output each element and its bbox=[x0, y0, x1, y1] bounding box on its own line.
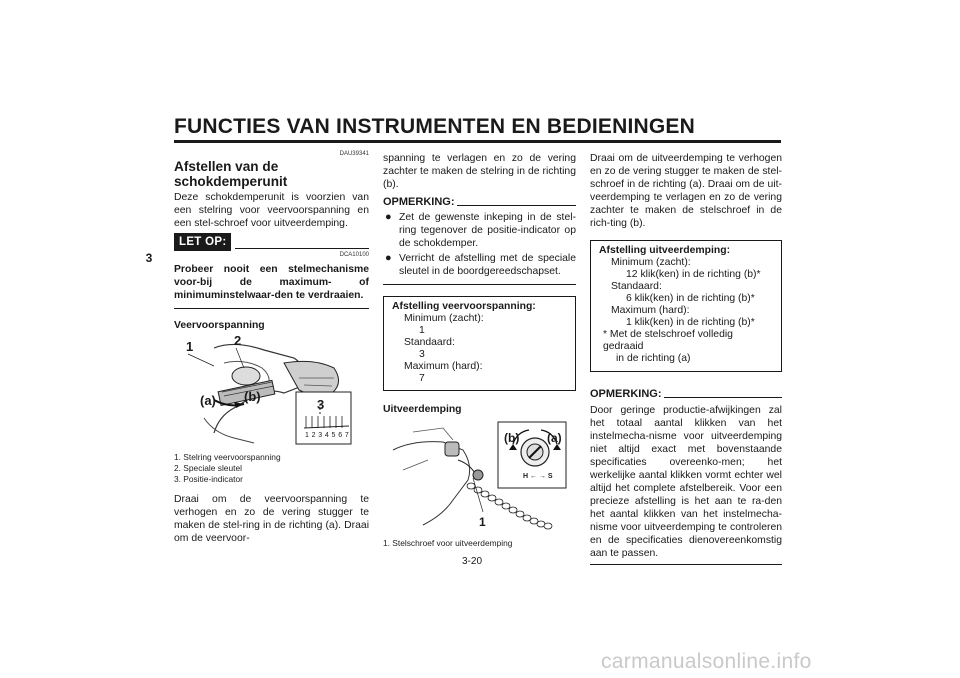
spec-value: 3 bbox=[419, 349, 425, 360]
callout-2: 2 bbox=[234, 333, 242, 348]
rebound-spec-box bbox=[590, 240, 782, 372]
direction-a-label: (a) bbox=[547, 431, 562, 445]
note-label: OPMERKING: bbox=[383, 196, 455, 208]
note-header bbox=[590, 388, 782, 401]
column-2 bbox=[383, 152, 576, 549]
note-bullet: ● Zet de gewenste inkeping in de stel-ring tegenover de positie-indicator op de schokdemper. bbox=[385, 211, 576, 249]
caution-rule bbox=[235, 248, 369, 249]
spec-label: Maximum (hard): bbox=[611, 305, 690, 316]
spec-label: Standaard: bbox=[404, 337, 455, 348]
spec-value: 1 klik(ken) in de richting (b)* bbox=[626, 317, 755, 328]
note-paragraph: Door geringe productie-afwijkingen zal het totaal aantal klikken van het instelmecha-nisme voor uitveerdemping niet altijd exact met bovenstaande specificaties overeenko-men; het werkelijke aantal klikken vormt echter wel altijd het complete afstelbereik. Voor een precieze afstelling is het aan te ra-den het aantal klikken van het instelmecha-nisme voor uitveerdemping te controleren en de specificaties dienovereenkomstig aan te passen. bbox=[590, 405, 782, 559]
note-rule bbox=[664, 397, 783, 398]
intro-paragraph: Deze schokdemperunit is voorzien van een stelring voor veervoorspanning en een stel-schroef voor uitveerdemping. bbox=[174, 192, 369, 229]
rebound-damping-figure bbox=[383, 420, 568, 532]
spec-footnote: * Met de stelschroef volledig gedraaid bbox=[603, 329, 733, 352]
spring-preload-captions bbox=[174, 452, 369, 485]
spec-label: Maximum (hard): bbox=[404, 361, 483, 372]
caption-item: 1. Stelring veervoorspanning bbox=[174, 452, 281, 462]
note-bottom-rule bbox=[590, 564, 782, 565]
rebound-damping-heading: Uitveerdemping bbox=[383, 404, 462, 415]
preload-paragraph: Draai om de veervoorspanning te verhogen en zo de vering stugger te maken de stel-ring in de richting (a). Draai om de veervoor- bbox=[174, 494, 369, 544]
position-scale: 1 2 3 4 5 6 7 bbox=[305, 432, 350, 439]
page-number: 3-20 bbox=[462, 556, 483, 567]
header-rule bbox=[174, 140, 781, 143]
note-header bbox=[383, 196, 576, 209]
caption-item: 2. Speciale sleutel bbox=[174, 463, 242, 473]
spec-value: 1 bbox=[419, 325, 425, 336]
rebound-caption: 1. Stelschroef voor uitveerdemping bbox=[383, 538, 513, 548]
page-title: FUNCTIES VAN INSTRUMENTEN EN BEDIENINGEN bbox=[174, 115, 695, 138]
callout-1: 1 bbox=[186, 339, 194, 354]
direction-a-label: (a) bbox=[200, 393, 216, 408]
spring-preload-figure bbox=[174, 333, 354, 448]
bullet-icon: ● bbox=[385, 252, 392, 264]
spec-box-title: Afstelling uitveerdemping: bbox=[599, 245, 731, 256]
spring-preload-heading: Veervoorspanning bbox=[174, 320, 265, 331]
caution-text: Probeer nooit een stelmechanisme voor-bij de maximum- of minimuminstelwaar-den te verdraaien. bbox=[174, 264, 369, 301]
spec-value: 6 klik(ken) in de richting (b)* bbox=[626, 293, 755, 304]
caution-bottom-rule bbox=[174, 308, 369, 309]
caution-header bbox=[174, 233, 369, 251]
caution-badge: LET OP: bbox=[174, 233, 231, 251]
spec-box-title: Afstelling veervoorspanning: bbox=[392, 301, 536, 312]
callout-3: 3 bbox=[317, 397, 325, 412]
spec-value: 12 klik(ken) in de richting (b)* bbox=[626, 269, 761, 280]
column-1 bbox=[174, 150, 369, 548]
watermark: carmanualsonline.info bbox=[601, 650, 812, 673]
note-label: OPMERKING: bbox=[590, 388, 662, 400]
spec-footnote: in de richting (a) bbox=[616, 353, 691, 364]
chapter-tab: 3 bbox=[145, 251, 153, 265]
section-title: Afstellen van de schokdemperunit bbox=[174, 159, 288, 189]
direction-b-label: (b) bbox=[244, 389, 261, 404]
direction-b-label: (b) bbox=[504, 431, 520, 445]
preload-continued-paragraph: spanning te verlagen en zo de vering zachter te maken de stelring in de richting (b). bbox=[383, 153, 576, 190]
bullet-icon: ● bbox=[385, 211, 392, 223]
caution-code: DCA10100 bbox=[339, 252, 369, 258]
caption-item: 3. Positie-indicator bbox=[174, 474, 243, 484]
section-code: DAU39341 bbox=[339, 151, 369, 157]
rebound-paragraph: Draai om de uitveerdemping te verhogen en zo de vering stugger te maken de stel-schroef in de richting (a). Draai om de uit-veerdemping te verlagen en zo de vering zachter te maken de stelschroef in de rich-ting (b). bbox=[590, 153, 782, 229]
spec-label: Minimum (zacht): bbox=[611, 257, 691, 268]
note-bullet: ● Verricht de afstelling met de speciale sleutel in de boordgereedschapset. bbox=[385, 252, 576, 277]
note-bottom-rule bbox=[383, 284, 576, 285]
preload-spec-box bbox=[383, 296, 576, 391]
callout-1: 1 bbox=[479, 515, 486, 529]
spec-value: 7 bbox=[419, 373, 425, 384]
hs-indicator: H ← → S bbox=[523, 473, 553, 480]
note-rule bbox=[457, 205, 577, 206]
spec-label: Standaard: bbox=[611, 281, 662, 292]
spec-label: Minimum (zacht): bbox=[404, 313, 484, 324]
column-3 bbox=[590, 152, 782, 565]
